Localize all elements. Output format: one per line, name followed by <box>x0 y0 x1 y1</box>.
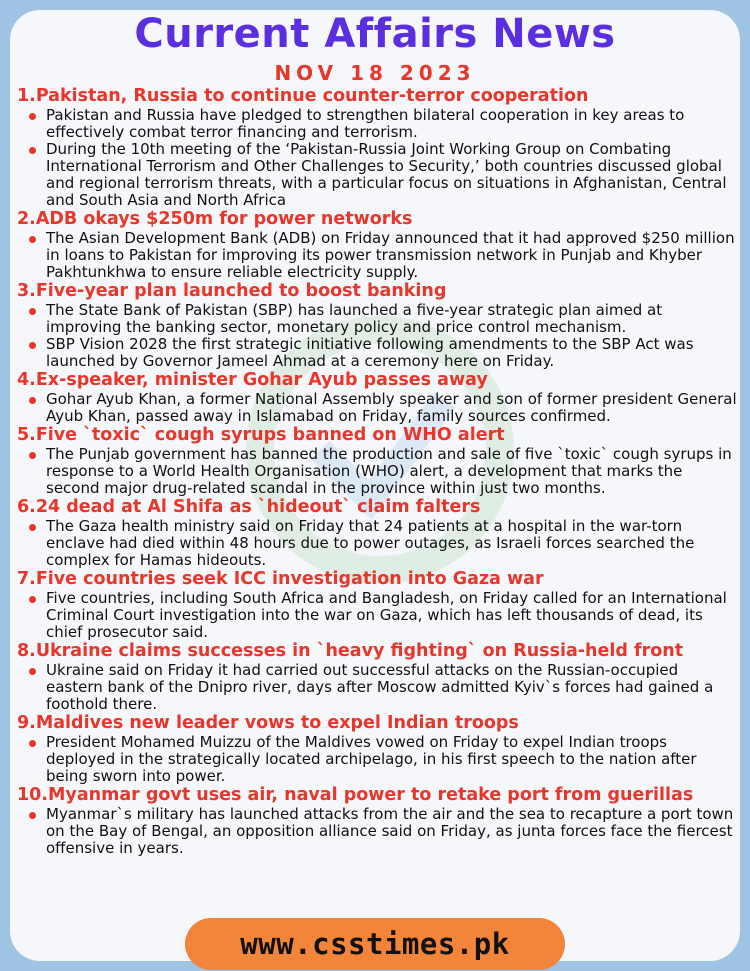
news-heading: 7.Five countries seek ICC investigation into Gaza war <box>17 569 544 589</box>
news-bullet: During the 10th meeting of the ‘Pakistan-Russia Joint Working Group on Combating International Terrorism and Other Challenges to Security,’ both countries discussed global and regional terrorism threats, with a particular focus on situations in Afghanistan, Central and South Asia and North Africa <box>17 141 737 209</box>
news-bullet: The Asian Development Bank (ADB) on Friday announced that it had approved $250 million in loans to Pakistan for improving its power transmission network in Punjab and Khyber Pakhtunkhwa to ensure reliable electricity supply. <box>17 230 737 281</box>
news-heading: 4.Ex-speaker, minister Gohar Ayub passes away <box>17 370 488 390</box>
news-item <box>17 86 737 209</box>
website-link[interactable]: www.csstimes.pk <box>185 918 565 970</box>
news-item <box>17 641 737 713</box>
page-title: Current Affairs News <box>134 11 616 57</box>
news-bullet: Myanmar`s military has launched attacks from the air and the sea to recapture a port town on the Bay of Bengal, an opposition alliance said on Friday, as junta forces face the fiercest offensive in years. <box>17 806 737 857</box>
news-heading: 9.Maldives new leader vows to expel Indian troops <box>17 713 519 733</box>
news-bullet: The Gaza health ministry said on Friday that 24 patients at a hospital in the war-torn enclave had died within 48 hours due to power outages, as Israeli forces searched the complex for Hamas hideouts. <box>17 518 737 569</box>
news-heading: 3.Five-year plan launched to boost banking <box>17 281 447 301</box>
news-heading: 10.Myanmar govt uses air, naval power to retake port from guerillas <box>17 785 694 805</box>
news-heading: 2.ADB okays $250m for power networks <box>17 209 413 229</box>
news-bullet: Gohar Ayub Khan, a former National Assembly speaker and son of former president General Ayub Khan, passed away in Islamabad on Friday, family sources confirmed. <box>17 391 737 425</box>
page-date: NOV 18 2023 <box>274 61 476 85</box>
news-bullet: President Mohamed Muizzu of the Maldives vowed on Friday to expel Indian troops deployed in the strategically located archipelago, in his first speech to the nation after being sworn into power. <box>17 734 737 785</box>
news-bullet: Ukraine said on Friday it had carried out successful attacks on the Russian-occupied eastern bank of the Dnipro river, days after Moscow admitted Kyiv`s forces had gained a foothold there. <box>17 662 737 713</box>
news-bullet: SBP Vision 2028 the first strategic initiative following amendments to the SBP Act was launched by Governor Jameel Ahmad at a ceremony here on Friday. <box>17 336 737 370</box>
news-item <box>17 569 737 641</box>
news-item <box>17 497 737 569</box>
news-heading: 1.Pakistan, Russia to continue counter-terror cooperation <box>17 86 589 106</box>
news-item <box>17 785 737 857</box>
news-bullet: The Punjab government has banned the production and sale of five `toxic` cough syrups in response to a World Health Organisation (WHO) alert, a development that marks the second major drug-related scandal in the province within just two months. <box>17 446 737 497</box>
news-item <box>17 425 737 497</box>
news-list <box>17 86 737 857</box>
news-item <box>17 209 737 281</box>
news-bullet: Pakistan and Russia have pledged to strengthen bilateral cooperation in key areas to effectively combat terror financing and terrorism. <box>17 107 737 141</box>
news-item <box>17 713 737 785</box>
news-heading: 5.Five `toxic` cough syrups banned on WHO alert <box>17 425 505 445</box>
news-heading: 8.Ukraine claims successes in `heavy fighting` on Russia-held front <box>17 641 684 661</box>
news-bullet: The State Bank of Pakistan (SBP) has launched a five-year strategic plan aimed at improving the banking sector, monetary policy and price control mechanism. <box>17 302 737 336</box>
news-heading: 6.24 dead at Al Shifa as `hideout` claim falters <box>17 497 481 517</box>
news-item <box>17 281 737 370</box>
news-item <box>17 370 737 425</box>
news-bullet: Five countries, including South Africa and Bangladesh, on Friday called for an International Criminal Court investigation into the war on Gaza, which has left thousands of dead, its chief prosecutor said. <box>17 590 737 641</box>
